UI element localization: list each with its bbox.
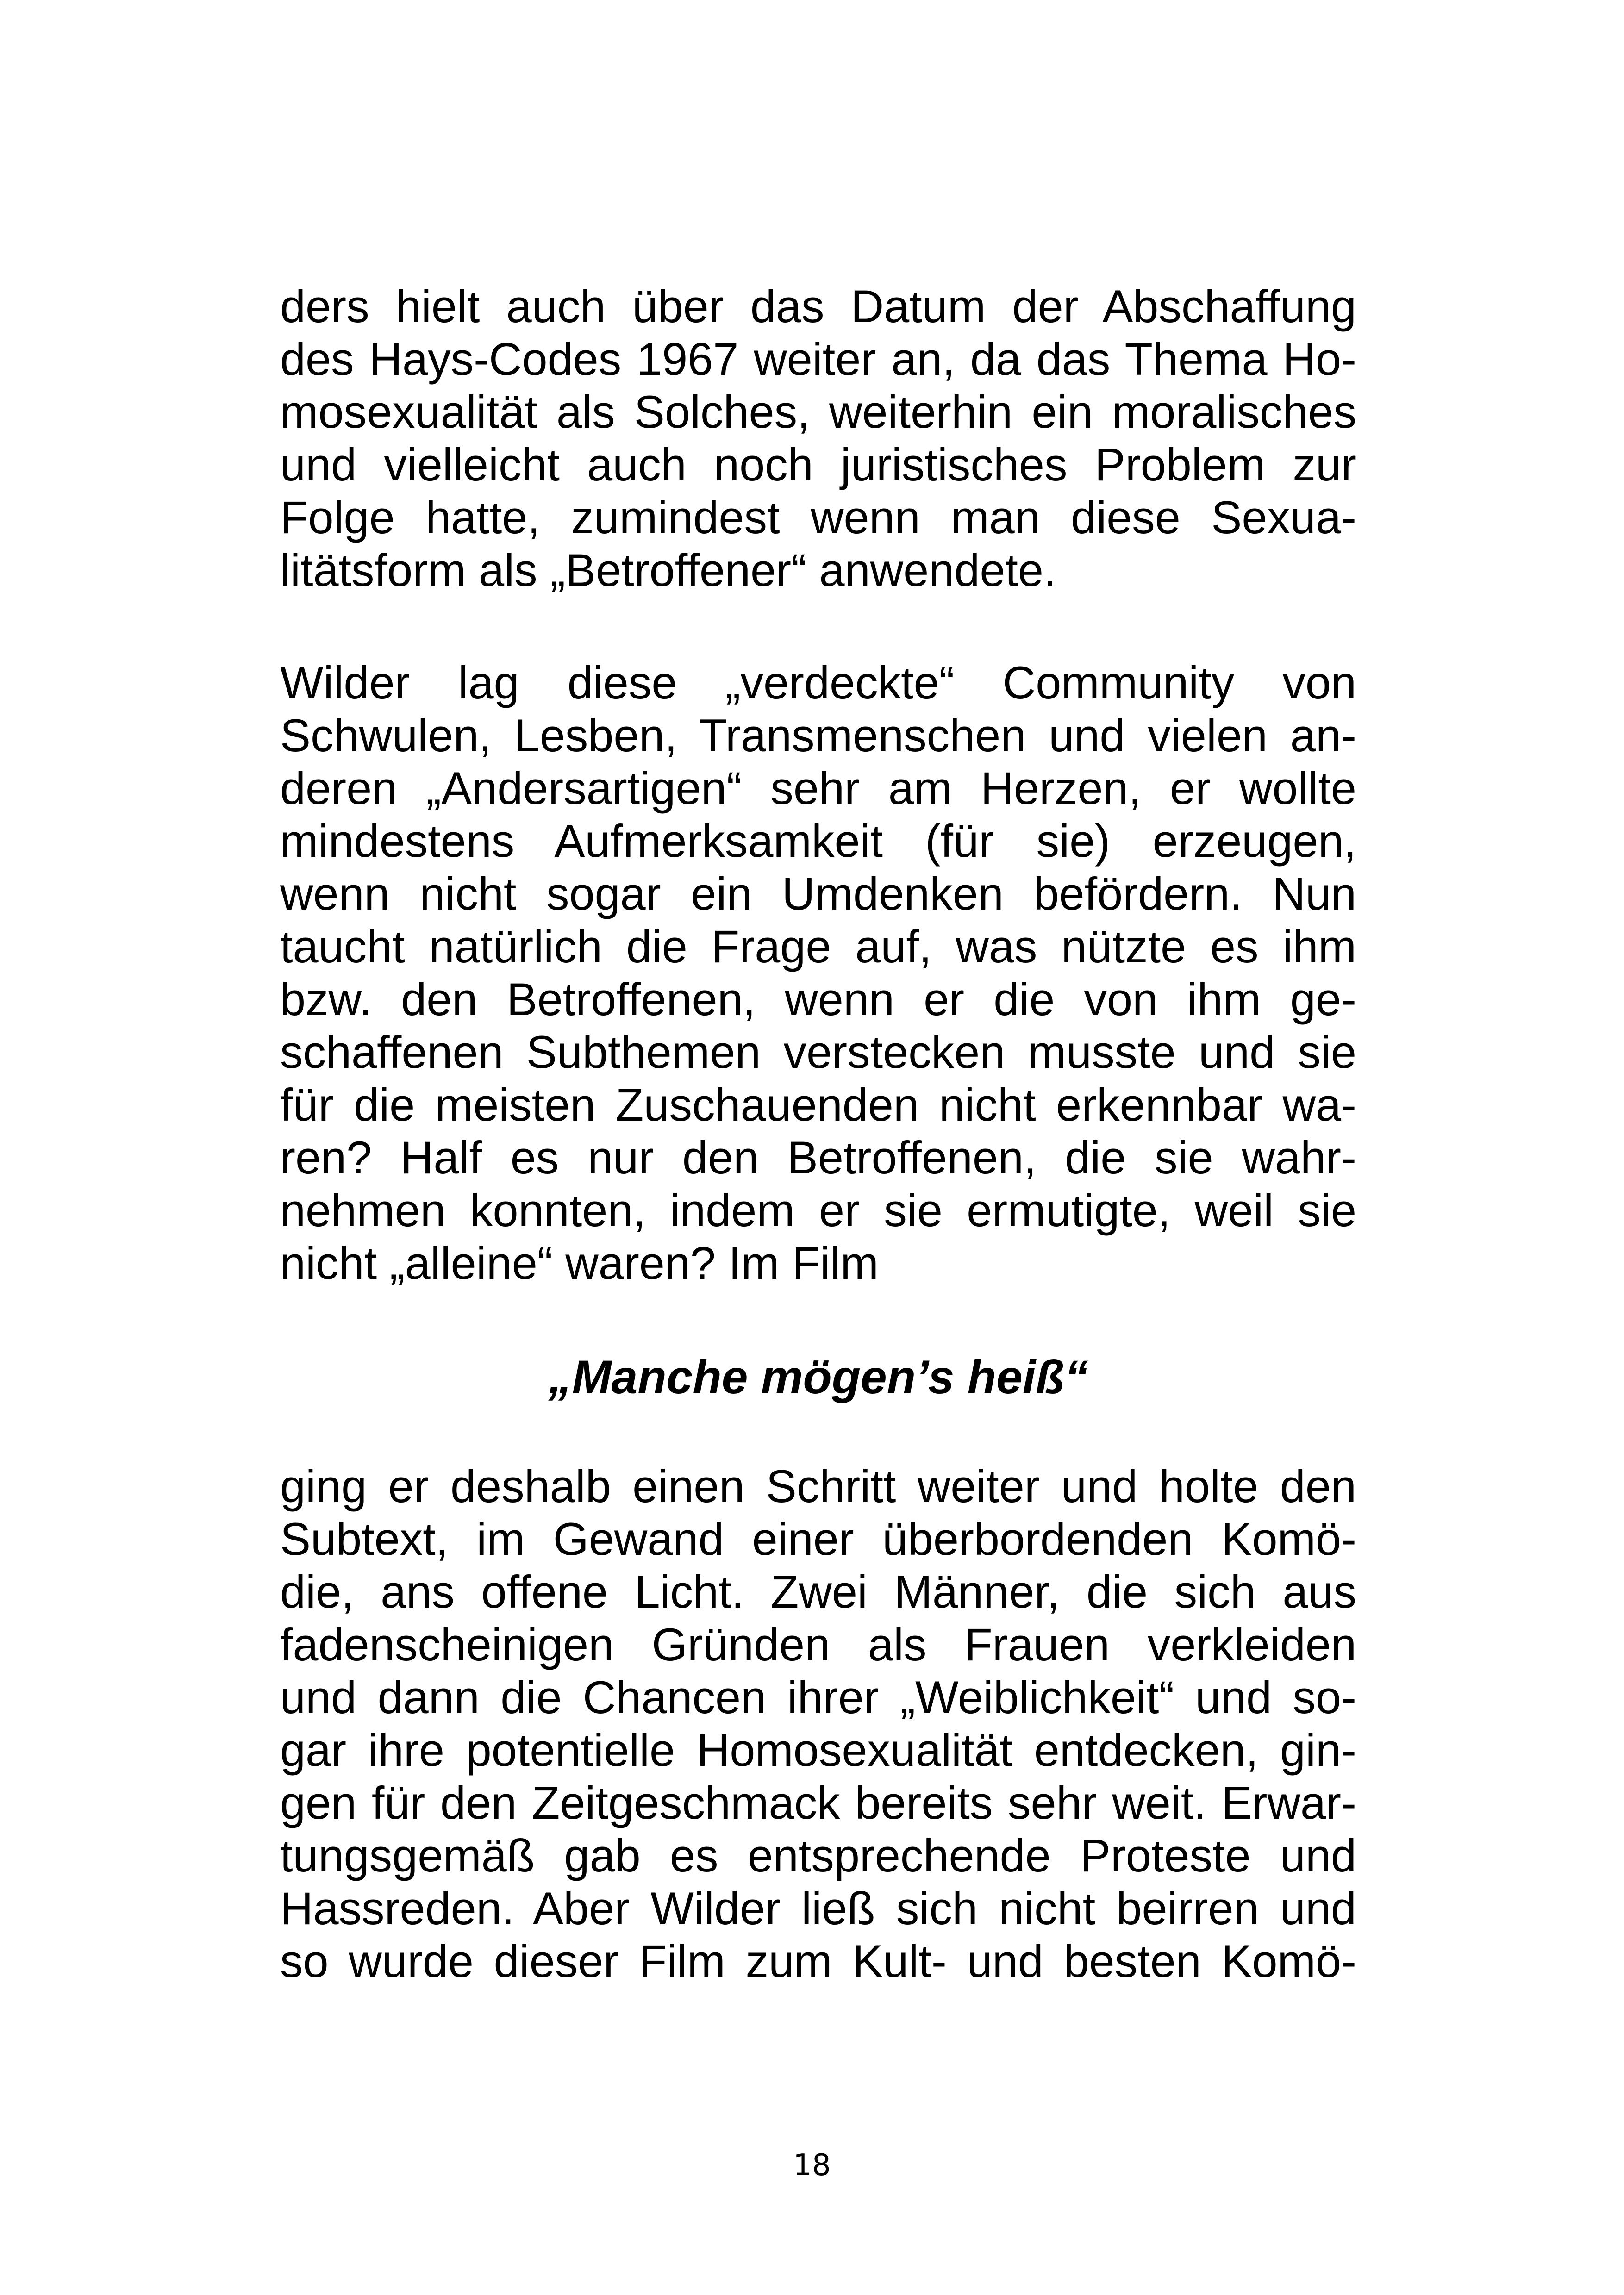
text-line: litätsform als „Betroffener“ anwendete. — [280, 544, 1056, 596]
text-line: gar ihre potentielle Homosexualität entdecken, gin- — [280, 1724, 1356, 1776]
film-title: „Manche mögen’s heiß“ — [548, 1351, 1088, 1403]
text-line: Hassreden. Aber Wilder ließ sich nicht beirren und — [280, 1883, 1356, 1934]
text-line: und vielleicht auch noch juristisches Problem zur — [280, 439, 1356, 490]
text-line: nicht „alleine“ waren? Im Film — [280, 1237, 879, 1289]
text-line: bzw. den Betroffenen, wenn er die von ihm ge- — [280, 973, 1356, 1025]
text-line: mindestens Aufmerksamkeit (für sie) erzeugen, — [280, 815, 1356, 867]
text-line: mosexualität als Solches, weiterhin ein moralisches — [280, 386, 1356, 437]
text-line: des Hays-Codes 1967 weiter an, da das Thema Ho- — [280, 333, 1356, 385]
text-line: taucht natürlich die Frage auf, was nützte es ihm — [280, 921, 1356, 972]
paragraph-3 — [280, 1460, 1356, 1988]
paragraph-2 — [280, 656, 1356, 1290]
text-line: Wilder lag diese „verdeckte“ Community von — [280, 657, 1356, 708]
text-line: fadenscheinigen Gründen als Frauen verkleiden — [280, 1619, 1356, 1670]
text-line: für die meisten Zuschauenden nicht erkennbar wa- — [280, 1079, 1356, 1130]
text-line: ders hielt auch über das Datum der Abschaffung — [280, 281, 1356, 332]
text-line: so wurde dieser Film zum Kult- und besten Komö- — [280, 1935, 1356, 1987]
text-line: tungsgemäß gab es entsprechende Proteste und — [280, 1830, 1356, 1881]
text-line: deren „Andersartigen“ sehr am Herzen, er wollte — [280, 762, 1356, 814]
text-line: ren? Half es nur den Betroffenen, die sie wahr- — [280, 1132, 1356, 1183]
text-line: nehmen konnten, indem er sie ermutigte, weil sie — [280, 1185, 1356, 1236]
paragraph-1 — [280, 280, 1356, 597]
text-line: ging er deshalb einen Schritt weiter und holte den — [280, 1460, 1356, 1512]
text-line: Subtext, im Gewand einer überbordenden Komö- — [280, 1513, 1356, 1565]
text-line: gen für den Zeitgeschmack bereits sehr weit. Erwar- — [280, 1777, 1356, 1828]
text-line: und dann die Chancen ihrer „Weiblichkeit“ und so- — [280, 1671, 1356, 1723]
text-line: schaffenen Subthemen verstecken musste und sie — [280, 1026, 1356, 1078]
text-line: wenn nicht sogar ein Umdenken befördern. Nun — [280, 868, 1356, 919]
text-line: Folge hatte, zumindest wenn man diese Sexua- — [280, 492, 1356, 543]
text-line: die, ans offene Licht. Zwei Männer, die sich aus — [280, 1566, 1356, 1617]
text-line: Schwulen, Lesben, Transmenschen und vielen an- — [280, 710, 1356, 761]
page-number: 18 — [793, 2148, 831, 2183]
